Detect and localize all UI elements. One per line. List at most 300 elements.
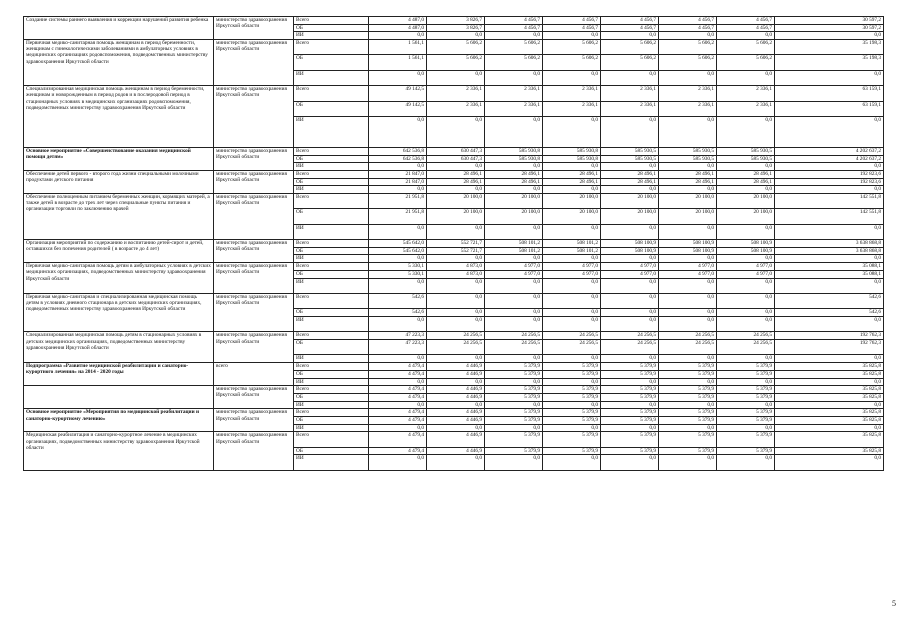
value-cell: 5 379,9 <box>543 432 601 447</box>
value-cell: 0,0 <box>659 163 717 171</box>
row-name: Медицинская реабилитация и санаторно-курортное лечение в медицинских организациях, подведомственных министерству здравоохранения Иркутской области <box>24 432 214 470</box>
table-row <box>24 263 884 271</box>
value-cell: 2 336,1 <box>543 86 601 101</box>
funding-source: ИИ <box>294 424 369 432</box>
value-cell: 47 223,3 <box>369 340 427 355</box>
value-cell: 585 930,5 <box>717 147 775 155</box>
value-cell: 5 606,2 <box>659 55 717 70</box>
value-cell: 5 379,9 <box>485 432 543 447</box>
funding-source: ИИ <box>294 401 369 409</box>
value-cell: 24 256,5 <box>543 332 601 340</box>
row-executor: министерство здравоохранения Иркутской области <box>214 17 294 40</box>
value-cell: 4 487,0 <box>369 17 427 25</box>
funding-source: ОБ <box>294 416 369 424</box>
funding-source: ОБ <box>294 155 369 163</box>
value-cell: 542,6 <box>775 309 884 317</box>
value-cell: 5 379,9 <box>659 393 717 401</box>
value-cell: 0,0 <box>601 378 659 386</box>
value-cell: 0,0 <box>659 255 717 263</box>
value-cell: 5 606,2 <box>717 40 775 55</box>
value-cell: 4 446,9 <box>427 416 485 424</box>
row-executor: всего <box>214 363 294 386</box>
value-cell: 5 379,9 <box>717 363 775 371</box>
value-cell: 0,0 <box>717 278 775 293</box>
value-cell: 0,0 <box>543 224 601 239</box>
value-cell: 21 847,0 <box>369 178 427 186</box>
value-cell: 0,0 <box>601 32 659 40</box>
value-cell: 0,0 <box>427 32 485 40</box>
value-cell: 0,0 <box>601 186 659 194</box>
value-cell: 0,0 <box>369 401 427 409</box>
value-cell: 585 930,5 <box>659 155 717 163</box>
value-cell: 24 256,5 <box>601 332 659 340</box>
value-cell: 2 336,1 <box>659 86 717 101</box>
value-cell: 21 951,8 <box>369 193 427 208</box>
value-cell: 1 561,1 <box>369 40 427 55</box>
value-cell: 4 456,7 <box>717 17 775 25</box>
value-cell: 28 496,1 <box>543 178 601 186</box>
value-cell: 5 379,9 <box>543 393 601 401</box>
value-cell: 20 100,0 <box>543 209 601 224</box>
value-cell: 508 100,9 <box>601 240 659 248</box>
funding-source: ОБ <box>294 247 369 255</box>
value-cell: 35 198,3 <box>775 55 884 70</box>
value-cell: 20 100,0 <box>485 193 543 208</box>
funding-source: ОБ <box>294 101 369 116</box>
value-cell: 5 379,9 <box>485 447 543 455</box>
funding-source: ИИ <box>294 70 369 85</box>
table-row <box>24 170 884 178</box>
value-cell: 0,0 <box>659 224 717 239</box>
value-cell: 2 336,1 <box>427 86 485 101</box>
value-cell: 5 379,9 <box>659 416 717 424</box>
table-row <box>24 332 884 340</box>
value-cell: 630 447,3 <box>427 155 485 163</box>
value-cell: 142 551,8 <box>775 193 884 208</box>
value-cell: 4 977,0 <box>601 270 659 278</box>
value-cell: 24 256,5 <box>717 340 775 355</box>
value-cell: 0,0 <box>775 378 884 386</box>
value-cell: 0,0 <box>543 317 601 332</box>
value-cell: 5 606,2 <box>601 55 659 70</box>
value-cell: 0,0 <box>775 117 884 148</box>
value-cell: 0,0 <box>427 378 485 386</box>
value-cell: 35 825,8 <box>775 370 884 378</box>
value-cell: 30 597,2 <box>775 24 884 32</box>
value-cell: 585 930,5 <box>717 155 775 163</box>
value-cell: 4 456,7 <box>659 24 717 32</box>
funding-source: Всего <box>294 17 369 25</box>
value-cell: 0,0 <box>543 455 601 470</box>
value-cell: 4 873,0 <box>427 270 485 278</box>
value-cell: 28 496,1 <box>543 170 601 178</box>
value-cell: 0,0 <box>775 255 884 263</box>
row-name: Создание системы раннего выявления и коррекции нарушений развития ребенка <box>24 17 214 40</box>
value-cell: 5 379,9 <box>601 386 659 394</box>
value-cell: 0,0 <box>717 117 775 148</box>
value-cell: 4 487,0 <box>369 24 427 32</box>
value-cell: 20 100,0 <box>485 209 543 224</box>
row-executor: министерство здравоохранения Иркутской области <box>214 240 294 263</box>
value-cell: 585 930,5 <box>601 147 659 155</box>
value-cell: 5 379,9 <box>601 363 659 371</box>
value-cell: 0,0 <box>601 424 659 432</box>
value-cell: 5 379,9 <box>659 386 717 394</box>
value-cell: 4 456,7 <box>543 24 601 32</box>
value-cell: 5 606,2 <box>427 55 485 70</box>
value-cell: 0,0 <box>717 317 775 332</box>
value-cell: 4 479,4 <box>369 432 427 447</box>
value-cell: 28 496,1 <box>485 178 543 186</box>
value-cell: 0,0 <box>369 355 427 363</box>
value-cell: 0,0 <box>485 70 543 85</box>
value-cell: 0,0 <box>485 186 543 194</box>
value-cell: 35 825,8 <box>775 393 884 401</box>
value-cell: 28 496,1 <box>427 178 485 186</box>
value-cell: 642 536,8 <box>369 155 427 163</box>
value-cell: 28 496,1 <box>427 170 485 178</box>
value-cell: 24 256,5 <box>601 340 659 355</box>
value-cell: 585 930,8 <box>543 155 601 163</box>
value-cell: 5 379,9 <box>543 416 601 424</box>
value-cell: 552 721,7 <box>427 247 485 255</box>
value-cell: 2 336,1 <box>485 101 543 116</box>
value-cell: 5 606,2 <box>543 55 601 70</box>
value-cell: 30 597,2 <box>775 17 884 25</box>
value-cell: 5 379,9 <box>543 447 601 455</box>
value-cell: 0,0 <box>659 317 717 332</box>
value-cell: 0,0 <box>775 317 884 332</box>
value-cell: 4 977,0 <box>485 263 543 271</box>
value-cell: 0,0 <box>717 224 775 239</box>
value-cell: 0,0 <box>543 32 601 40</box>
value-cell: 28 496,1 <box>717 170 775 178</box>
value-cell: 192 823,6 <box>775 178 884 186</box>
value-cell: 0,0 <box>485 163 543 171</box>
value-cell: 5 606,2 <box>485 55 543 70</box>
value-cell: 545 642,0 <box>369 247 427 255</box>
value-cell: 4 479,4 <box>369 447 427 455</box>
value-cell: 4 202 637,2 <box>775 155 884 163</box>
value-cell: 2 336,1 <box>485 86 543 101</box>
value-cell: 28 496,1 <box>659 170 717 178</box>
row-name: Первичная медико-санитарная помощь женщинам в период беременности, женщинам с гинекологическими заболеваниями в амбулаторных условиях в медицинских организациях родовспоможения, подведомственных министерству здравоохранения Иркутской области <box>24 40 214 86</box>
value-cell: 0,0 <box>427 455 485 470</box>
row-executor: министерство здравоохранения Иркутской области <box>214 293 294 331</box>
value-cell: 0,0 <box>717 355 775 363</box>
value-cell: 4 446,9 <box>427 409 485 417</box>
funding-source: ИИ <box>294 317 369 332</box>
value-cell: 4 977,0 <box>485 270 543 278</box>
value-cell: 630 447,3 <box>427 147 485 155</box>
funding-source: ОБ <box>294 178 369 186</box>
value-cell: 508 100,9 <box>659 247 717 255</box>
value-cell: 5 379,9 <box>659 447 717 455</box>
value-cell: 20 100,0 <box>601 193 659 208</box>
value-cell: 35 088,1 <box>775 263 884 271</box>
value-cell: 0,0 <box>717 309 775 317</box>
funding-source: ИИ <box>294 455 369 470</box>
value-cell: 47 223,3 <box>369 332 427 340</box>
value-cell: 0,0 <box>601 317 659 332</box>
value-cell: 4 456,7 <box>485 24 543 32</box>
value-cell: 0,0 <box>369 186 427 194</box>
row-name: Обеспечение детей первого - второго года жизни специальными молочными продуктами детского питания <box>24 170 214 193</box>
funding-source: ИИ <box>294 224 369 239</box>
value-cell: 2 336,1 <box>601 86 659 101</box>
value-cell: 0,0 <box>601 163 659 171</box>
funding-source: Всего <box>294 432 369 447</box>
value-cell: 0,0 <box>717 186 775 194</box>
funding-source: Всего <box>294 363 369 371</box>
value-cell: 4 456,7 <box>543 17 601 25</box>
value-cell: 5 379,9 <box>601 409 659 417</box>
value-cell: 0,0 <box>369 117 427 148</box>
value-cell: 0,0 <box>485 378 543 386</box>
value-cell: 5 379,9 <box>485 416 543 424</box>
funding-source: Всего <box>294 293 369 308</box>
funding-source: Всего <box>294 263 369 271</box>
value-cell: 0,0 <box>427 70 485 85</box>
value-cell: 0,0 <box>659 424 717 432</box>
value-cell: 0,0 <box>659 117 717 148</box>
value-cell: 4 446,9 <box>427 363 485 371</box>
value-cell: 4 977,0 <box>717 263 775 271</box>
value-cell: 0,0 <box>485 255 543 263</box>
funding-source: Всего <box>294 240 369 248</box>
funding-source: Всего <box>294 86 369 101</box>
value-cell: 5 379,9 <box>543 370 601 378</box>
value-cell: 4 977,0 <box>543 270 601 278</box>
value-cell: 2 336,1 <box>717 86 775 101</box>
value-cell: 0,0 <box>543 278 601 293</box>
value-cell: 585 930,8 <box>543 147 601 155</box>
value-cell: 0,0 <box>369 378 427 386</box>
value-cell: 4 479,4 <box>369 393 427 401</box>
value-cell: 0,0 <box>775 224 884 239</box>
funding-source: ОБ <box>294 340 369 355</box>
value-cell: 142 551,8 <box>775 209 884 224</box>
value-cell: 192 762,3 <box>775 340 884 355</box>
row-executor: министерство здравоохранения Иркутской области <box>214 193 294 239</box>
value-cell: 28 496,1 <box>601 178 659 186</box>
value-cell: 642 536,8 <box>369 147 427 155</box>
table-row <box>24 193 884 208</box>
value-cell: 0,0 <box>427 424 485 432</box>
value-cell: 4 479,4 <box>369 416 427 424</box>
value-cell: 0,0 <box>659 378 717 386</box>
value-cell: 24 256,5 <box>485 340 543 355</box>
value-cell: 545 642,0 <box>369 240 427 248</box>
value-cell: 0,0 <box>485 293 543 308</box>
value-cell: 0,0 <box>369 317 427 332</box>
value-cell: 20 100,0 <box>427 209 485 224</box>
value-cell: 5 379,9 <box>601 432 659 447</box>
value-cell: 4 446,9 <box>427 370 485 378</box>
value-cell: 4 977,0 <box>659 270 717 278</box>
value-cell: 0,0 <box>659 278 717 293</box>
value-cell: 508 101,2 <box>543 240 601 248</box>
value-cell: 0,0 <box>543 293 601 308</box>
value-cell: 4 446,9 <box>427 447 485 455</box>
row-name: Основное мероприятие «Мероприятия по медицинской реабилитации и санаторно-курортному лечению» <box>24 409 214 432</box>
value-cell: 552 721,7 <box>427 240 485 248</box>
value-cell: 35 198,3 <box>775 40 884 55</box>
value-cell: 0,0 <box>659 32 717 40</box>
value-cell: 0,0 <box>775 186 884 194</box>
funding-source: ИИ <box>294 163 369 171</box>
value-cell: 5 379,9 <box>485 393 543 401</box>
budget-table <box>23 16 884 471</box>
value-cell: 2 336,1 <box>427 101 485 116</box>
value-cell: 0,0 <box>427 401 485 409</box>
value-cell: 0,0 <box>717 424 775 432</box>
value-cell: 5 379,9 <box>659 432 717 447</box>
value-cell: 35 088,1 <box>775 270 884 278</box>
value-cell: 0,0 <box>485 32 543 40</box>
value-cell: 35 825,8 <box>775 447 884 455</box>
value-cell: 63 159,1 <box>775 86 884 101</box>
value-cell: 0,0 <box>717 255 775 263</box>
value-cell: 508 101,2 <box>543 247 601 255</box>
value-cell: 0,0 <box>775 424 884 432</box>
value-cell: 0,0 <box>427 293 485 308</box>
value-cell: 24 256,5 <box>427 332 485 340</box>
row-executor: министерство здравоохранения Иркутской области <box>214 86 294 148</box>
value-cell: 0,0 <box>427 224 485 239</box>
value-cell: 0,0 <box>717 378 775 386</box>
value-cell: 542,6 <box>775 293 884 308</box>
value-cell: 35 825,8 <box>775 409 884 417</box>
value-cell: 0,0 <box>717 70 775 85</box>
value-cell: 0,0 <box>543 117 601 148</box>
funding-source: ИИ <box>294 355 369 363</box>
row-name: Первичная медико-санитарная помощь детям в амбулаторных условиях в детских медицинских организациях, подведомственных министерству здравоохранения Иркутской области <box>24 263 214 294</box>
value-cell: 0,0 <box>717 455 775 470</box>
value-cell: 0,0 <box>543 70 601 85</box>
value-cell: 0,0 <box>369 32 427 40</box>
value-cell: 0,0 <box>601 117 659 148</box>
value-cell: 5 606,2 <box>659 40 717 55</box>
row-executor: министерство здравоохранения Иркутской области <box>214 147 294 170</box>
value-cell: 5 606,2 <box>543 40 601 55</box>
row-name: Специализированная медицинская помощь детям в стационарных условиях в детских медицинских организациях, подведомственных министерству здравоохранения Иркутской области <box>24 332 214 363</box>
value-cell: 5 379,9 <box>601 447 659 455</box>
value-cell: 21 847,0 <box>369 170 427 178</box>
value-cell: 0,0 <box>601 309 659 317</box>
value-cell: 5 379,9 <box>601 370 659 378</box>
funding-source: Всего <box>294 40 369 55</box>
value-cell: 4 977,0 <box>601 263 659 271</box>
funding-source: Всего <box>294 147 369 155</box>
value-cell: 21 951,8 <box>369 209 427 224</box>
value-cell: 4 977,0 <box>543 263 601 271</box>
row-executor: министерство здравоохранения Иркутской области <box>214 332 294 363</box>
value-cell: 4 446,9 <box>427 386 485 394</box>
value-cell: 0,0 <box>601 224 659 239</box>
value-cell: 5 379,9 <box>717 370 775 378</box>
value-cell: 0,0 <box>427 186 485 194</box>
value-cell: 0,0 <box>601 70 659 85</box>
value-cell: 1 561,1 <box>369 55 427 70</box>
value-cell: 0,0 <box>601 355 659 363</box>
page-number: 5 <box>892 599 896 608</box>
value-cell: 508 100,9 <box>717 247 775 255</box>
value-cell: 2 336,1 <box>543 101 601 116</box>
table-row <box>24 363 884 371</box>
value-cell: 0,0 <box>427 255 485 263</box>
value-cell: 0,0 <box>775 70 884 85</box>
value-cell: 5 379,9 <box>485 386 543 394</box>
value-cell: 0,0 <box>659 70 717 85</box>
table-row <box>24 86 884 101</box>
value-cell: 5 379,9 <box>717 386 775 394</box>
value-cell: 5 379,9 <box>543 363 601 371</box>
value-cell: 0,0 <box>369 424 427 432</box>
value-cell: 0,0 <box>601 455 659 470</box>
value-cell: 0,0 <box>601 293 659 308</box>
value-cell: 5 379,9 <box>659 409 717 417</box>
value-cell: 4 456,7 <box>601 17 659 25</box>
value-cell: 4 456,7 <box>485 17 543 25</box>
value-cell: 0,0 <box>427 117 485 148</box>
value-cell: 5 379,9 <box>717 447 775 455</box>
value-cell: 0,0 <box>601 255 659 263</box>
value-cell: 0,0 <box>543 309 601 317</box>
value-cell: 5 379,9 <box>601 393 659 401</box>
value-cell: 0,0 <box>369 455 427 470</box>
value-cell: 5 379,9 <box>717 409 775 417</box>
funding-source: ОБ <box>294 270 369 278</box>
value-cell: 585 930,5 <box>601 155 659 163</box>
funding-source: ОБ <box>294 370 369 378</box>
value-cell: 4 479,4 <box>369 386 427 394</box>
value-cell: 5 330,1 <box>369 263 427 271</box>
value-cell: 4 479,4 <box>369 409 427 417</box>
value-cell: 508 101,2 <box>485 247 543 255</box>
funding-source: ИИ <box>294 186 369 194</box>
value-cell: 5 379,9 <box>601 416 659 424</box>
value-cell: 0,0 <box>427 317 485 332</box>
funding-source: ИИ <box>294 32 369 40</box>
value-cell: 0,0 <box>485 309 543 317</box>
funding-source: Всего <box>294 170 369 178</box>
value-cell: 4 479,4 <box>369 370 427 378</box>
value-cell: 2 336,1 <box>601 101 659 116</box>
row-executor: министерство здравоохранения Иркутской области <box>214 386 294 409</box>
value-cell: 5 606,2 <box>485 40 543 55</box>
value-cell: 0,0 <box>717 163 775 171</box>
table-row <box>24 17 884 25</box>
value-cell: 20 100,0 <box>717 209 775 224</box>
funding-source: ИИ <box>294 255 369 263</box>
table-row <box>24 240 884 248</box>
value-cell: 5 379,9 <box>485 370 543 378</box>
value-cell: 63 159,1 <box>775 101 884 116</box>
value-cell: 0,0 <box>543 186 601 194</box>
value-cell: 35 825,8 <box>775 416 884 424</box>
row-name: Специализированная медицинская помощь женщинам в период беременности, женщинам и новорожденным в период родов и в послеродовой период в стационарных условиях в медицинских организациях родовспоможения, подведомственных министерству здравоохранения Иркутской области <box>24 86 214 148</box>
value-cell: 24 256,5 <box>659 340 717 355</box>
value-cell: 0,0 <box>659 293 717 308</box>
value-cell: 5 379,9 <box>659 363 717 371</box>
value-cell: 192 823,6 <box>775 170 884 178</box>
table-row <box>24 40 884 55</box>
funding-source: ИИ <box>294 278 369 293</box>
value-cell: 0,0 <box>485 424 543 432</box>
value-cell: 35 825,8 <box>775 363 884 371</box>
value-cell: 0,0 <box>369 255 427 263</box>
